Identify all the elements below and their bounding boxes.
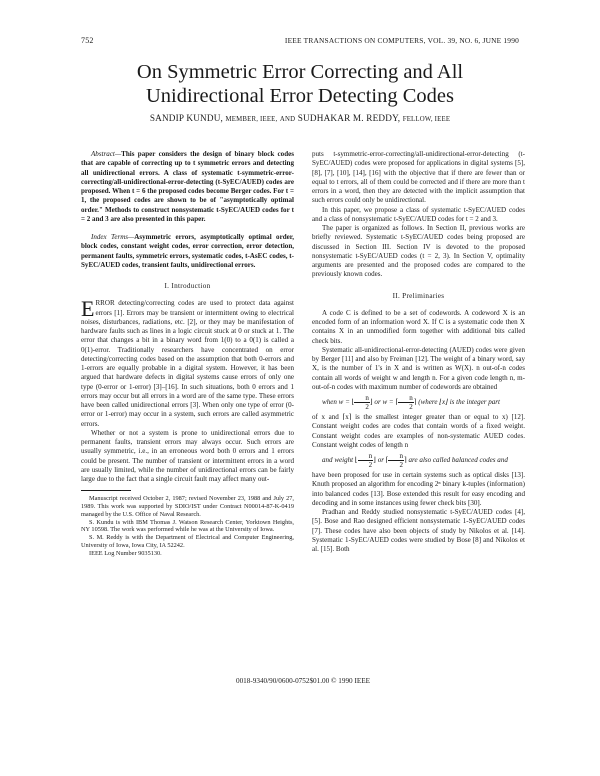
prelim-paragraph-2-end: have been proposed for use in certain systems such as optical disks [13]. Knuth proposed an algorithm for encoding 2ⁿ binary k-tuples (information) into balanced codes [13]. Bose extended this result for easy encoding and decoding and in some instances using fewer check bits [30]. [312, 471, 525, 507]
copyright-footer: 0018-9340/90/0600-0752$01.00 © 1990 IEEE [235, 677, 371, 685]
ceil-bracket-close-2: ⌉ [404, 456, 407, 465]
author-1-degree: MEMBER, IEEE, [225, 116, 278, 123]
author-2-name: SUDHAKAR M. REDDY, [297, 113, 401, 123]
abstract-label: Abstract— [91, 150, 122, 158]
author-1-name: SANDIP KUNDU, [149, 113, 224, 123]
fraction-numerator-2: n [398, 394, 414, 403]
journal-header: IEEE TRANSACTIONS ON COMPUTERS, VOL. 39, NO. 6, JUNE 1990 [284, 36, 519, 45]
footnote-log-number: IEEE Log Number 9035130. [89, 549, 162, 557]
formula-or-2: or [377, 456, 384, 465]
prelim-paragraph-2 [312, 346, 525, 508]
fraction-denominator: 2 [365, 403, 369, 411]
index-terms-label: Index Terms— [91, 233, 135, 241]
fraction-numerator-4: n [388, 452, 404, 461]
left-column [81, 150, 294, 558]
section-heading-introduction: I. Introduction [164, 282, 211, 290]
right-column [312, 150, 525, 554]
fraction-denominator-3: 2 [368, 461, 373, 469]
fraction-numerator-3: n [358, 452, 374, 461]
fraction-n-over-2-ceil [398, 394, 414, 411]
fraction-balanced-1 [358, 452, 374, 469]
author-line [60, 113, 540, 123]
fraction-denominator-2: 2 [409, 403, 413, 411]
floor-bracket-close-2: ⌋ [373, 456, 376, 465]
fraction-numerator: n [354, 394, 370, 403]
abstract-text: This paper considers the design of binary block codes that are capable of correcting up to t symmetric errors and detecting all unidirectional errors. A class of systematic t-symmetric-error-correcting/all-unidirectional-error-detecting (t-SyEC/AUED) codes are proposed. When t = 6 the proposed codes become Berger codes. For t = 1, the proposed codes are shown to be of "asymptotically optimal order." Methods to construct nonsystematic t-SyEC/AUED codes for t = 2 and 3 are also presented in this paper. [81, 150, 294, 223]
formula-balanced-rest: are also called balanced codes and [408, 456, 508, 465]
prelim-paragraph-3: Pradhan and Reddy studied nonsystematic t-SyEC/AUED codes [4], [5]. Bose and Rao designed efficient nonsystematic 1-SyEC/AUED codes [7]. These codes have also been objects of study by Nikolos et al. [14]. Systematic 1-SyEC/AUED codes were studied by Bose [8] and Nikolos et al. [15]. Both [312, 508, 525, 553]
title-line-2: Unidirectional Error Detecting Codes [146, 85, 454, 107]
formula-when: when w = [322, 398, 350, 407]
section-heading-preliminaries: II. Preliminaries [392, 291, 445, 300]
footnote-rule [81, 490, 131, 491]
floor-bracket-open: ⌊ [351, 398, 355, 407]
floor-bracket-open-2: ⌊ [354, 456, 358, 465]
author-conjunction: AND [279, 116, 296, 123]
intro-continuation: puts t-symmetric-error-correcting/all-unidirectional-error-detecting (t-SyEC/AUED) codes were proposed for applications in digital systems [5], [8], [7], [10], [14], [16] with the objective that if there are fewer than or equal to t errors, all of them could be corrected and if there are more than t errors in a word, then they are detected with the implicit assumption that such errors could only be unidirectional. [312, 150, 525, 205]
index-terms-text: Asymmetric errors, asymptotically optimal order, block codes, constant weight codes, error correction, error detection, permanent faults, symmetric errors, systematic codes, t-AsEC codes, t-SyEC/AUED codes, transient faults, unidirectional errors. [81, 233, 294, 269]
ceil-bracket-close: ⌉ [413, 398, 417, 407]
abstract [81, 150, 294, 224]
prelim-paragraph-2-cont: of x and ⌈x⌉ is the smallest integer greater than or equal to x) [12]. Constant weight codes are codes that contain words of a fixed weight. Constant weight codes are examples of non-systematic AUED codes. Constant weight codes of length n [312, 413, 525, 449]
ceil-bracket-open-2: ⌈ [385, 456, 389, 465]
formula-or: or w = [374, 398, 394, 407]
floor-bracket-close: ⌋ [369, 398, 373, 407]
fraction-n-over-2 [351, 394, 370, 411]
title-line-1: On Symmetric Error Correcting and All [136, 61, 464, 83]
intro-paragraph-4: The paper is organized as follows. In Section II, previous works are briefly reviewed. Systematic t-SyEC/AUED codes being proposed are discussed in Section III. Section IV is devoted to the proposed nonsystematic t-SyEC/AUED codes (t = 2, 3). In Section V, optimality arguments are presented and the proposed codes are compared to the previously known codes. [312, 224, 525, 279]
footnote-author-2: S. M. Reddy is with the Department of Electrical and Computer Engineering, University of Iowa, Iowa City, IA 52242. [81, 534, 294, 550]
fraction-denominator-4: 2 [399, 461, 404, 469]
footnote-author-1: S. Kundu is with IBM Thomas J. Watson Research Center, Yorktown Heights, NY 10598. The work was performed while he was at the University of Iowa. [81, 518, 294, 534]
page-number: 752 [81, 36, 94, 45]
formula-where: (where ⌊x⌋ is the integer part [418, 398, 500, 407]
balanced-weight-formula [312, 452, 525, 469]
footnote-manuscript: Manuscript received October 2, 1987; revised November 23, 1988 and July 27, 1989. This work was supported by SDIO/IST under Contract N00014-87-K-0419 managed by the U.S. Office of Naval Research. [81, 495, 294, 518]
intro-paragraph-2: Whether or not a system is prone to unidirectional errors due to permanent faults, transient errors may always occur. Such errors are usually symmetric, i.e., in an erroneous word both 0 errors and 1 errors could be present. The number of transient or intermittent errors in a word are usually limited, while the number of unidirectional errors can be fairly large due to the fact that a single circuit fault may affect many out- [81, 428, 294, 483]
formula-and-weight: and weight [322, 456, 354, 465]
fraction-balanced-2 [385, 452, 404, 469]
prelim-paragraph-2-text: Systematic all-unidirectional-error-detecting (AUED) codes were given by Berger [11] and also by Freiman [12]. The weight of a binary word, say X, is the number of 1's in X and is written as W(X). n out-of-n codes contain all words of weight w and length n. For a given code length n, m-out-of-n codes with maximum number of codewords are obtained [312, 345, 525, 391]
author-2-degree: FELLOW, IEEE [402, 116, 451, 123]
ceil-bracket-open: ⌈ [395, 398, 399, 407]
weight-formula [312, 394, 525, 411]
intro-paragraph-1: ERROR detecting/correcting codes are used to protect data against errors [1]. Errors may be transient or intermittent owing to electrical noises, disturbances, radiations, etc. [2], or they may be manifestation of hardware faults such as lines in a logic circuit stuck at 0 or stuck at 1. The error that changes a bit in a binary word from 1(0) to a 0(1) is called a 0(1)-error. Traditionally researchers have concentrated on error detecting/correcting codes based on the assumption that both 0-errors and 1-errors are equally probable in a digital system. However, it has been argued that hardware defects in digital systems cause errors of only one type (0-error or 1-error) [3]–[16]. In such situations, both 0 errors and 1 errors may occur but all errors in a word are of the same type. These errors have been called unidirectional errors [3]. When only one type of error (0-error or 1-error) may occur in a system, such errors are called asymmetric errors. [81, 296, 294, 428]
paper-title [60, 60, 540, 108]
prelim-paragraph-1: A code C is defined to be a set of codewords. A codeword X is an encoded form of an information word X. If C is a systematic code then X contains X in an unmodified form together with additional bits called check bits. [312, 308, 525, 345]
intro-paragraph-3: In this paper, we propose a class of systematic t-SyEC/AUED codes and a class of nonsystematic t-SyEC/AUED codes for t = 2 and 3. [312, 205, 525, 223]
index-terms [81, 233, 294, 270]
